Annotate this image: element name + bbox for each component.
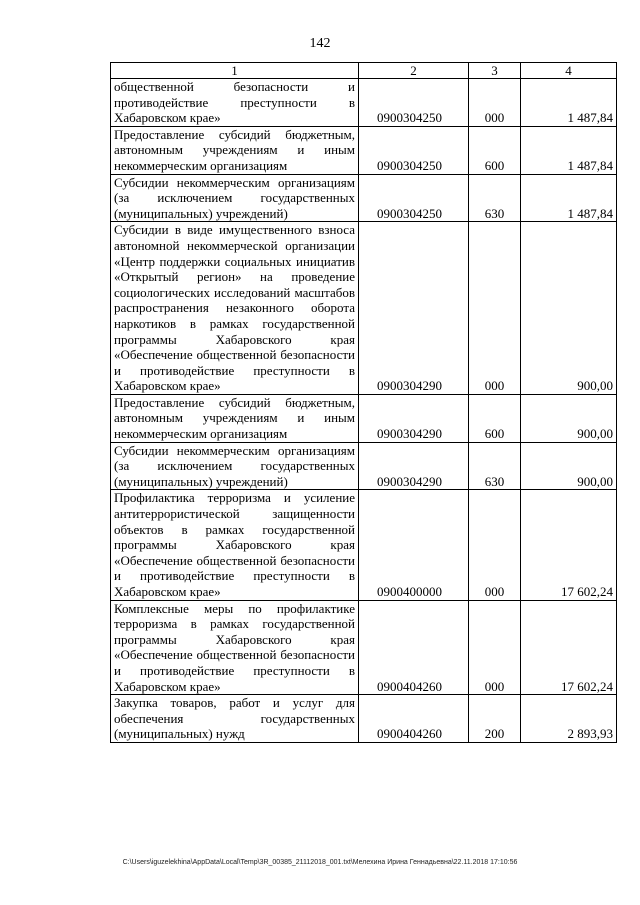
row-amount: 17 602,24 [521, 600, 617, 695]
table-row [111, 600, 617, 695]
row-description: Предоставление субсидий бюджетным, автономным учреждениям и иным некоммерческим организациям [111, 394, 359, 442]
page-number: 142 [309, 36, 331, 51]
row-expense-type: 000 [469, 490, 521, 600]
row-expense-type: 000 [469, 79, 521, 127]
row-description: Закупка товаров, работ и услуг для обеспечения государственных (муниципальных) нужд [111, 695, 359, 743]
row-description: Предоставление субсидий бюджетным, автономным учреждениям и иным некоммерческим организациям [111, 126, 359, 174]
table-row [111, 442, 617, 490]
row-target-code: 0900304250 [359, 79, 469, 127]
table-row [111, 490, 617, 600]
row-amount: 1 487,84 [521, 126, 617, 174]
row-description: общественной безопасности и противодействие преступности в Хабаровском крае» [111, 79, 359, 127]
row-amount: 2 893,93 [521, 695, 617, 743]
row-description: Субсидии некоммерческим организациям (за исключением государственных (муниципальных) учреждений) [111, 442, 359, 490]
row-expense-type: 600 [469, 394, 521, 442]
row-expense-type: 600 [469, 126, 521, 174]
row-amount: 900,00 [521, 394, 617, 442]
column-header-1: 1 [111, 63, 359, 79]
row-target-code: 0900404260 [359, 695, 469, 743]
row-target-code: 0900400000 [359, 490, 469, 600]
row-expense-type: 200 [469, 695, 521, 743]
row-amount: 17 602,24 [521, 490, 617, 600]
row-amount: 1 487,84 [521, 79, 617, 127]
row-description: Субсидии в виде имущественного взноса автономной некоммерческой организации «Центр поддержки социальных инициатив «Открытый регион» на проведение социологических исследований масштабов распространения незаконного оборота наркотиков в рамках государственной программы Хабаровского края «Обеспечение общественной безопасности и противодействие преступности в Хабаровском крае» [111, 222, 359, 395]
table-header-row [111, 63, 617, 79]
row-description: Субсидии некоммерческим организациям (за исключением государственных (муниципальных) учреждений) [111, 174, 359, 222]
row-target-code: 0900304290 [359, 394, 469, 442]
footer-file-path: C:\Users\iguzelekhina\AppData\Local\Temp\3R_00385_21112018_001.txt\Мелехина Ирина Геннадьевна\22.11.2018 17:10:56 [122, 859, 518, 866]
column-header-2: 2 [359, 63, 469, 79]
column-header-4: 4 [521, 63, 617, 79]
row-description: Комплексные меры по профилактике терроризма в рамках государственной программы Хабаровского края «Обеспечение общественной безопасности и противодействие преступности в Хабаровском крае» [111, 600, 359, 695]
row-target-code: 0900304250 [359, 174, 469, 222]
row-target-code: 0900304290 [359, 222, 469, 395]
row-amount: 1 487,84 [521, 174, 617, 222]
budget-table [110, 62, 617, 743]
table-row [111, 222, 617, 395]
row-target-code: 0900404260 [359, 600, 469, 695]
row-expense-type: 000 [469, 222, 521, 395]
row-amount: 900,00 [521, 222, 617, 395]
row-target-code: 0900304250 [359, 126, 469, 174]
table-row [111, 79, 617, 127]
table-row [111, 394, 617, 442]
table-row [111, 126, 617, 174]
table-row [111, 695, 617, 743]
table-row [111, 174, 617, 222]
row-expense-type: 630 [469, 174, 521, 222]
row-target-code: 0900304290 [359, 442, 469, 490]
row-amount: 900,00 [521, 442, 617, 490]
row-description: Профилактика терроризма и усиление антитеррористической защищенности объектов в рамках государственной программы Хабаровского края «Обеспечение общественной безопасности и противодействие преступности в Хабаровском крае» [111, 490, 359, 600]
column-header-3: 3 [469, 63, 521, 79]
row-expense-type: 000 [469, 600, 521, 695]
row-expense-type: 630 [469, 442, 521, 490]
